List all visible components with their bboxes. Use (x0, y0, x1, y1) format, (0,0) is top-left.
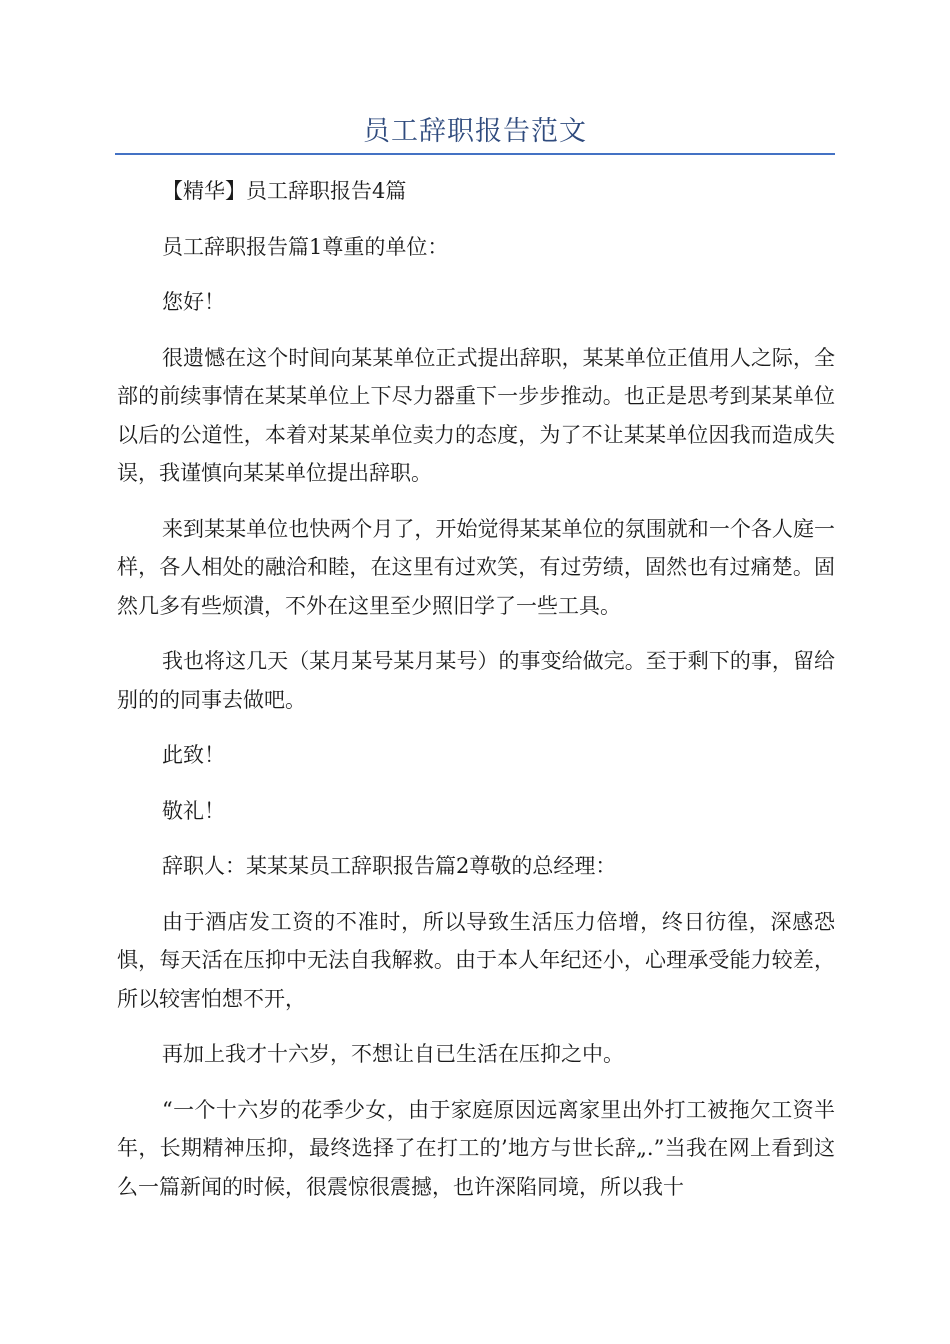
paragraph-closing-2: 敬礼！ (162, 798, 225, 823)
paragraph-body-1: 很遗憾在这个时间向某某单位正式提出辞职，某某单位正值用人之际，全部的前续事情在某某单位上下尽力器重下一步步推动。也正是思考到某某单位以后的公道性，本着对某某单位卖力的态度，为了不让某某单位因我而造成失误，我谨慎向某某单位提出辞职。 (117, 345, 835, 485)
paragraph-subtitle: 【精华】员工辞职报告4篇 (162, 179, 407, 203)
paragraph-body-6: “一个十六岁的花季少女，由于家庭原因远离家里出外打工被拖欠工资半年，长期精神压抑，最终选择了在打工的’地方与世长辞„.”当我在网上看到这么一篇新闻的时候，很震惊很震撼，也许深陷同境，所以我十 (117, 1097, 835, 1199)
paragraph-body-3: 我也将这几天（某月某号某月某号）的事变给做完。至于剩下的事，留给别的的同事去做吧。 (117, 649, 835, 712)
paragraph-body-2: 来到某某单位也快两个月了，开始觉得某某单位的氛围就和一个各人庭一样，各人相处的融洽和睦，在这里有过欢笑，有过劳绩，固然也有过痛楚。固然几多有些烦潰，不外在这里至少照旧学了一些工具。 (117, 516, 835, 618)
document-title: 员工辞职报告范文 (363, 116, 587, 147)
paragraph-closing-1: 此致！ (162, 743, 225, 767)
title-underline (115, 153, 835, 155)
paragraph-body-4: 由于酒店发工资的不准时，所以导致生活压力倍增，终日彷徨，深感恐惧，每天活在压抑中无法自我解救。由于本人年纪还小，心理承受能力较差，所以较害怕想不开， (117, 909, 835, 1011)
document-body (117, 172, 835, 1206)
paragraph-salutation-1: 员工辞职报告篇1尊重的单位： (162, 234, 449, 259)
paragraph-signature: 辞职人：某某某员工辞职报告篇2尊敬的总经理： (162, 854, 617, 878)
paragraph-body-5: 再加上我才十六岁，不想让自已生活在压抑之中。 (162, 1042, 624, 1066)
paragraph-greeting: 您好！ (162, 290, 225, 314)
